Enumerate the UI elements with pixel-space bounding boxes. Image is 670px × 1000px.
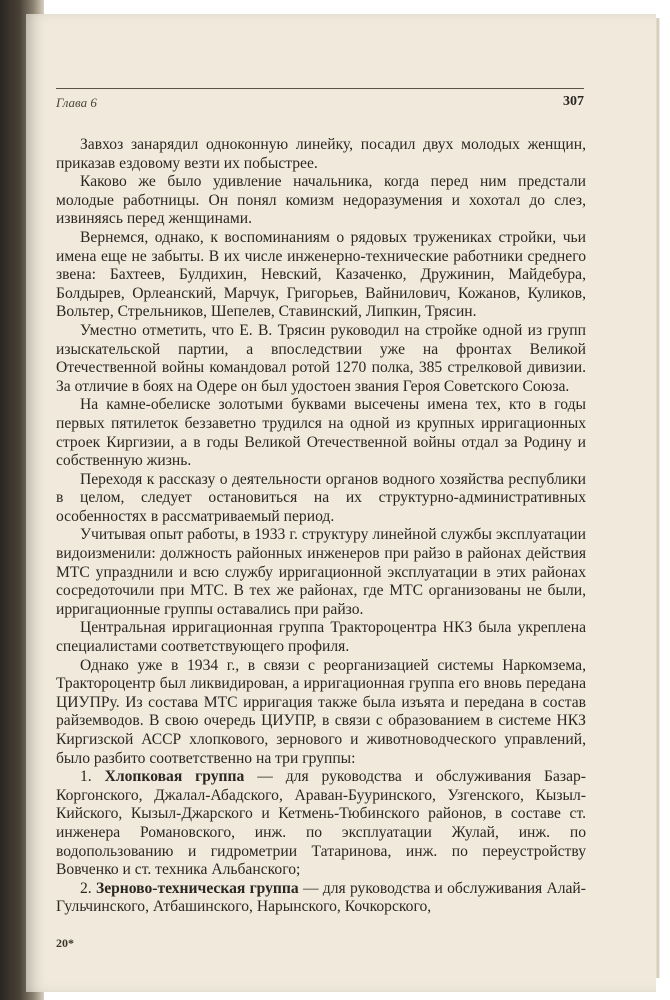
list-item bbox=[56, 880, 586, 917]
paragraph: Переходя к рассказу о деятельности органов водного хозяйства республики в целом, следует остановиться на их структурно-административных особенностях в рассматриваемый период. bbox=[56, 470, 586, 525]
body-text bbox=[56, 136, 586, 917]
list-item bbox=[56, 768, 586, 880]
list-item-title: Зерново-техническая группа bbox=[95, 879, 299, 897]
paragraph: Каково же было удивление начальника, когда перед ним предстали молодые работницы. Он понял комизм недоразумения и хохотал до слез, извиняясь перед женщинами. bbox=[56, 173, 586, 228]
header-rule bbox=[56, 88, 584, 89]
list-number: 1. bbox=[80, 768, 92, 786]
list-number: 2. bbox=[80, 879, 92, 897]
chapter-title: Глава 6 bbox=[56, 95, 97, 110]
paragraph: Вернемся, однако, к воспоминаниям о рядовых тружениках стройки, чьи имена еще не забыты. В их числе инженерно-технические работники среднего звена: Бахтеев, Булдихин, Невский, Казаченко, Дружинин, Майдебура, Болдырев, Орлеанский, Марчук, Григорьев, Вайнилович, Кожанов, Куликов, Вольтер, Стрельников, Шепелев, Ставинский, Липкин, Трясин. bbox=[56, 228, 586, 321]
page-number: 307 bbox=[563, 94, 584, 109]
paragraph: Центральная ирригационная группа Трактороцентра НКЗ была укреплена специалистами соответствующего профиля. bbox=[56, 619, 586, 656]
list-item-text: — для руководства и обслуживания Алай-Гульчинского, Атбашинского, Нарынского, Кочкорского, bbox=[56, 879, 586, 916]
paragraph: Завхоз занарядил одноконную линейку, посадил двух молодых женщин, приказав ездовому везти их побыстрее. bbox=[56, 136, 586, 172]
paragraph: На камне-обелиске золотыми буквами высечены имена тех, кто в годы первых пятилеток беззаветно трудился на одной из крупных ирригационных строек Киргизии, а в годы Великой Отечественной войны отдал за Родину и собственную жизнь. bbox=[56, 396, 586, 470]
paragraph: Уместно отметить, что Е. В. Трясин руководил на стройке одной из групп изыскательской партии, а впоследствии уже на фронтах Великой Отечественной войны командовал ротой 1270 полка, 385 стрелковой дивизии. За отличие в боях на Одере он был удостоен звания Героя Советского Союза. bbox=[56, 321, 586, 395]
running-header bbox=[56, 88, 584, 118]
list-item-title: Хлопковая группа bbox=[104, 768, 245, 786]
list-item-text: — для руководства и обслуживания Базар-Коргонского, Джалал-Абадского, Араван-Бууринского, Узгенского, Кызыл-Кийского, Кызыл-Джарского и Кетмень-Тюбинского районов, в составе ст. инженера Романовского, инж. по эксплуатации Жулай, инж. по водопользованию и гидрометрии Татаринова, инж. по переустройству Вовченко и ст. техника Альбанского; bbox=[56, 768, 586, 879]
page-edge bbox=[656, 18, 660, 978]
paragraph: Однако уже в 1934 г., в связи с реорганизацией системы Наркомзема, Трактороцентр был ликвидирован, а ирригационная группа его вновь передана ЦИУПРу. Из состава МТС ирригация также была изъята и передана в состав райземводов. В свою очередь ЦИУПР, в связи с образованием в системе НКЗ Киргизской АССР хлопкового, зернового и животноводческого управлений, было разбито соответственно на три группы: bbox=[56, 656, 586, 767]
paragraph: Учитывая опыт работы, в 1933 г. структуру линейной службы эксплуатации видоизменили: должность районных инженеров при райзо в районах действия МТС упразднили и всю службу ирригационной эксплуатации в этих районах сосредоточили при МТС. В тех же районах, где МТС организованы не были, ирригационные группы оставались при райзо. bbox=[56, 526, 586, 618]
signature-mark: 20* bbox=[56, 936, 74, 950]
